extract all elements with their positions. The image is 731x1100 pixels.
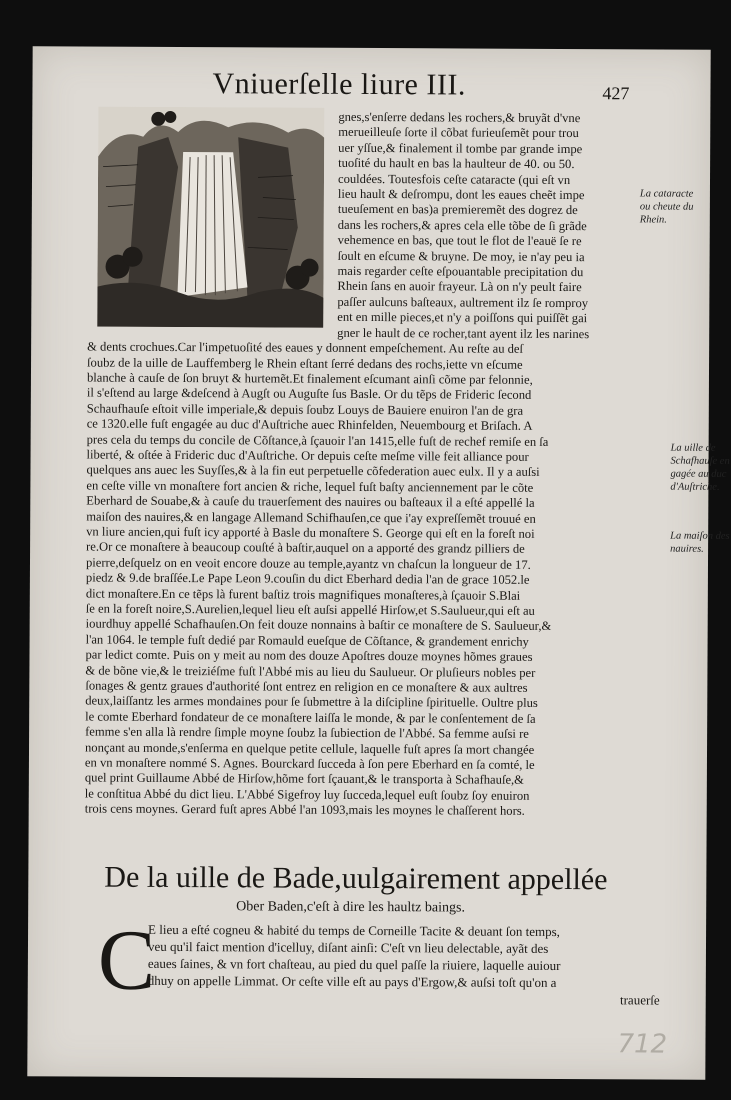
text-line: dans les rochers,& apres cela elle tõbe de ſi grãde — [337, 217, 587, 233]
section-subtitle: Ober Baden,c'eſt à dire les haultz baings. — [236, 899, 466, 916]
text-line: en vn monaſtere nommé S. Agnes. Bourckard ſucceda à ſon pere Eberhard en ſa comté, le — [84, 755, 535, 772]
text-line: quel print Guillaume Abbé de Hirſow,hõme fort ſçauant,& le transporta à Schafhauſe,& — [84, 770, 525, 788]
text-line: par ledict comte. Puis on y meit au nom des douze Apoſtres douze moynes hõmes graues — [85, 647, 533, 665]
section-text-line: E lieu a eſté cogneu & habité du temps de Corneille Tacite & deuant ſon temps, — [148, 921, 560, 940]
text-line: l'an 1064. le temple fuſt dedié par Romauld eueſque de Cõſtance, & grandement enrichy — [85, 632, 529, 649]
margin-note-line: La cataracte — [639, 188, 694, 200]
text-line: Eberhard de Souabe,& à cauſe du trauerſement des nauires ou baſteaux il a eſté appellé la — [86, 493, 535, 511]
text-line: quelques ans auec les Suyſſes,& à la fin eut perpetuelle cõfederation auec eulx. Il y a auſsi — [86, 462, 540, 480]
text-line: iourdhuy appellé Schafhauſen.On feit douze nonnains à baſtir ce monaſtere de S. Saulueur,& — [85, 616, 552, 634]
text-line: deux,laiſſantz les armes mondaines pour ſe ſubmettre à la diſcipline ſpirituelle. Oultre plus — [85, 693, 538, 711]
text-line: mais regarder ceſte eſpouantable precipitation du — [337, 263, 584, 280]
text-line: nonçant au monde,s'enſerma en quelque petite cellule, laquelle fuſt apres ſa mort changée — [84, 740, 535, 757]
text-line: le comte Eberhard fondateur de ce monaſtere laiſſa le monde, & par le conſentement de ſa — [85, 709, 536, 726]
text-line: lieu hault & deſrompu, dont les eaues cheẽt impe — [337, 186, 585, 203]
book-page — [27, 46, 730, 1080]
section-text-line: trauerſe — [619, 992, 660, 1008]
text-line: pres cela du temps du concile de Cõſtance,à ſçauoir l'an 1415,elle fuſt de rechef remiſe en ſa — [86, 432, 549, 449]
text-line: liberté, & oſtée à Frideric duc d'Auſtriche. Or depuis ceſte meſme ville feit alliance pour — [86, 447, 529, 464]
text-line: dict monaſtere.En ce tẽps là furent baſtiz trois magnifiques monaſteres,à ſçauoir S.Blai — [85, 586, 521, 603]
text-line: piedz & 9.de braſſée.Le Pape Leon 9.couſin du dict Eberhard dedia l'an de grace 1052.le — [85, 570, 530, 588]
section-text-line: dhuy on appelle Limmat. Or ceſte ville eſt au pays d'Ergow,& auſsi toſt qu'on a — [147, 972, 557, 990]
text-line: ſonages & gentz graues d'authorité ſont entrez en religion en ce monaſtere & aux aultres — [85, 678, 528, 695]
page-number: 427 — [602, 83, 630, 104]
section-text-line: eaues ſaines, & vn fort chaſteau, au pied du quel paſſe la riuiere, laquelle auiour — [147, 955, 561, 974]
text-line: ſoubz de la uille de Lauffemberg le Rhein eſtant ſerré dedans des rochs,iette vn eſcume — [87, 355, 523, 372]
indented-lines — [87, 109, 666, 343]
section-title: De la uille de Bade,uulgairement appellée — [104, 860, 608, 897]
text-line: trois cens moynes. Gerard fuſt apres Abbé l'an 1093,mais les moynes le chaſſerent hors. — [84, 801, 525, 819]
drop-cap-initial: C — [97, 911, 156, 1008]
margin-note-line: nauires. — [670, 543, 704, 555]
text-line: blanche à cauſe de ſon bruyt & hurtemẽt.Et finalement eſcumant ainſi cõme par felonnie, — [86, 370, 533, 387]
text-line: ce 1320.elle fuſt engagée au duc d'Auſtriche auec Rhinfelden, Neuembourg et Briſach. A — [86, 416, 533, 433]
section-text-line: veu qu'il faict mention d'icelluy, diſant ainſi: C'eſt vn lieu delectable, ayãt des — [147, 938, 549, 956]
margin-note-maison-des-nauires — [670, 530, 730, 556]
text-line: ſoult en eſcume & bruyne. De moy, ie n'ay peu ia — [337, 248, 585, 264]
page-header-title: Vniuerſelle liure III. — [212, 67, 466, 102]
text-line: & de bõne vie,& le treiziéſme fuſt l'Abbé mis au lieu du Saulueur. Or pluſieurs nobles per — [85, 663, 536, 680]
margin-note-cataract — [640, 187, 694, 226]
text-line: tuoſité du hault en bas la haulteur de 40. ou 50. — [338, 156, 575, 172]
text-line: gnes,s'enſerre dedans les rochers,& bruyãt d'vne — [338, 109, 581, 126]
text-line: Schaufhauſe eſtoit ville imperiale,& depuis ſoubz Louys de Bauiere enuiron l'an de gra — [86, 401, 524, 418]
text-line: maiſon des nauires,& en langage Allemand Schifhauſen,ce que i'ay expreſſemẽt trouué en — [86, 509, 536, 526]
margin-note-line: La maiſon des — [670, 530, 730, 542]
text-line: uer yſſue,& finalement il tombe par grande impe — [338, 140, 583, 156]
text-line: femme s'en alla là rendre ſimple moyne ſoubz la ſubiection de l'Abbé. Sa femme auſsi re — [85, 724, 529, 742]
text-line: re.Or ce monaſtere à beaucoup couſté à baſtir,auquel on a apporté des grandz pilliers de — [86, 539, 525, 557]
margin-note-line: gagée au duc — [670, 468, 727, 480]
margin-note-line: d'Auſtriche. — [670, 481, 720, 493]
text-line: en ceſte ville vn monaſtere fort ancien & riche, lequel fuſt baſty anciennement par le cõte — [86, 478, 534, 495]
text-line: tueuſement en bas)a premieremẽt des dogrez de — [337, 202, 578, 218]
text-line: paſſer aulcuns baſteaux, aultrement ilz ſe romproy — [337, 294, 589, 311]
text-line: vn liure ancien,qui fuſt icy apporté à Basle du monaſtere S. George qui eſt en la foreſt noi — [86, 524, 535, 541]
text-line: pierre,deſquelz on en veoit encore douze au temple,ayantz vn chaſcun la longueur de 17. — [85, 555, 531, 572]
main-text-body — [85, 109, 667, 821]
text-line: ent en mille pieces,et n'y a poiſſons qui puiſſẽt gai — [337, 310, 588, 326]
text-line: le conſtitua Abbé du dict lieu. L'Abbé Sigefroy luy ſucceda,lequel euſt ſoubz ſoy enuiron — [84, 786, 530, 803]
margin-note-line: La uille de — [670, 442, 716, 454]
full-lines — [85, 340, 665, 821]
text-line: ſe en la foreſt noire,S.Aurelien,lequel lieu eſt auſsi appellé Hirſow,et S.Saulueur,qui eſt au — [85, 601, 535, 618]
text-line: gner le hault de ce rocher,tant ayent ilz les narines — [337, 325, 590, 341]
text-line: & dents crochues.Car l'impetuoſité des eaues y donnent empeſchement. Au reſte au deſ — [87, 339, 524, 356]
margin-note-line: Rhein. — [639, 214, 667, 226]
section-paragraph — [148, 921, 660, 1009]
text-line: il s'eſtend au large &deſcend à Augſt ou Auguſte ſus Basle. Or du tẽps de Frideric ſecond — [86, 385, 532, 403]
text-line: Rhein ſans en auoir frayeur. Là on n'y peult faire — [337, 279, 582, 295]
text-line: vehemence en bas, que tout le flot de l'eauë ſe re — [337, 233, 582, 249]
margin-note-schafhause — [670, 442, 729, 494]
text-line: couldées. Toutesfois ceſte cataracte (qui eſt vn — [337, 171, 571, 187]
text-line: merueilleuſe ſorte il cõbat furieuſemẽt pour trou — [338, 125, 579, 141]
margin-note-line: ou cheute du — [639, 201, 694, 213]
margin-note-line: Schafhauſe en — [670, 455, 730, 467]
pencil-annotation: 712 — [617, 1029, 668, 1060]
